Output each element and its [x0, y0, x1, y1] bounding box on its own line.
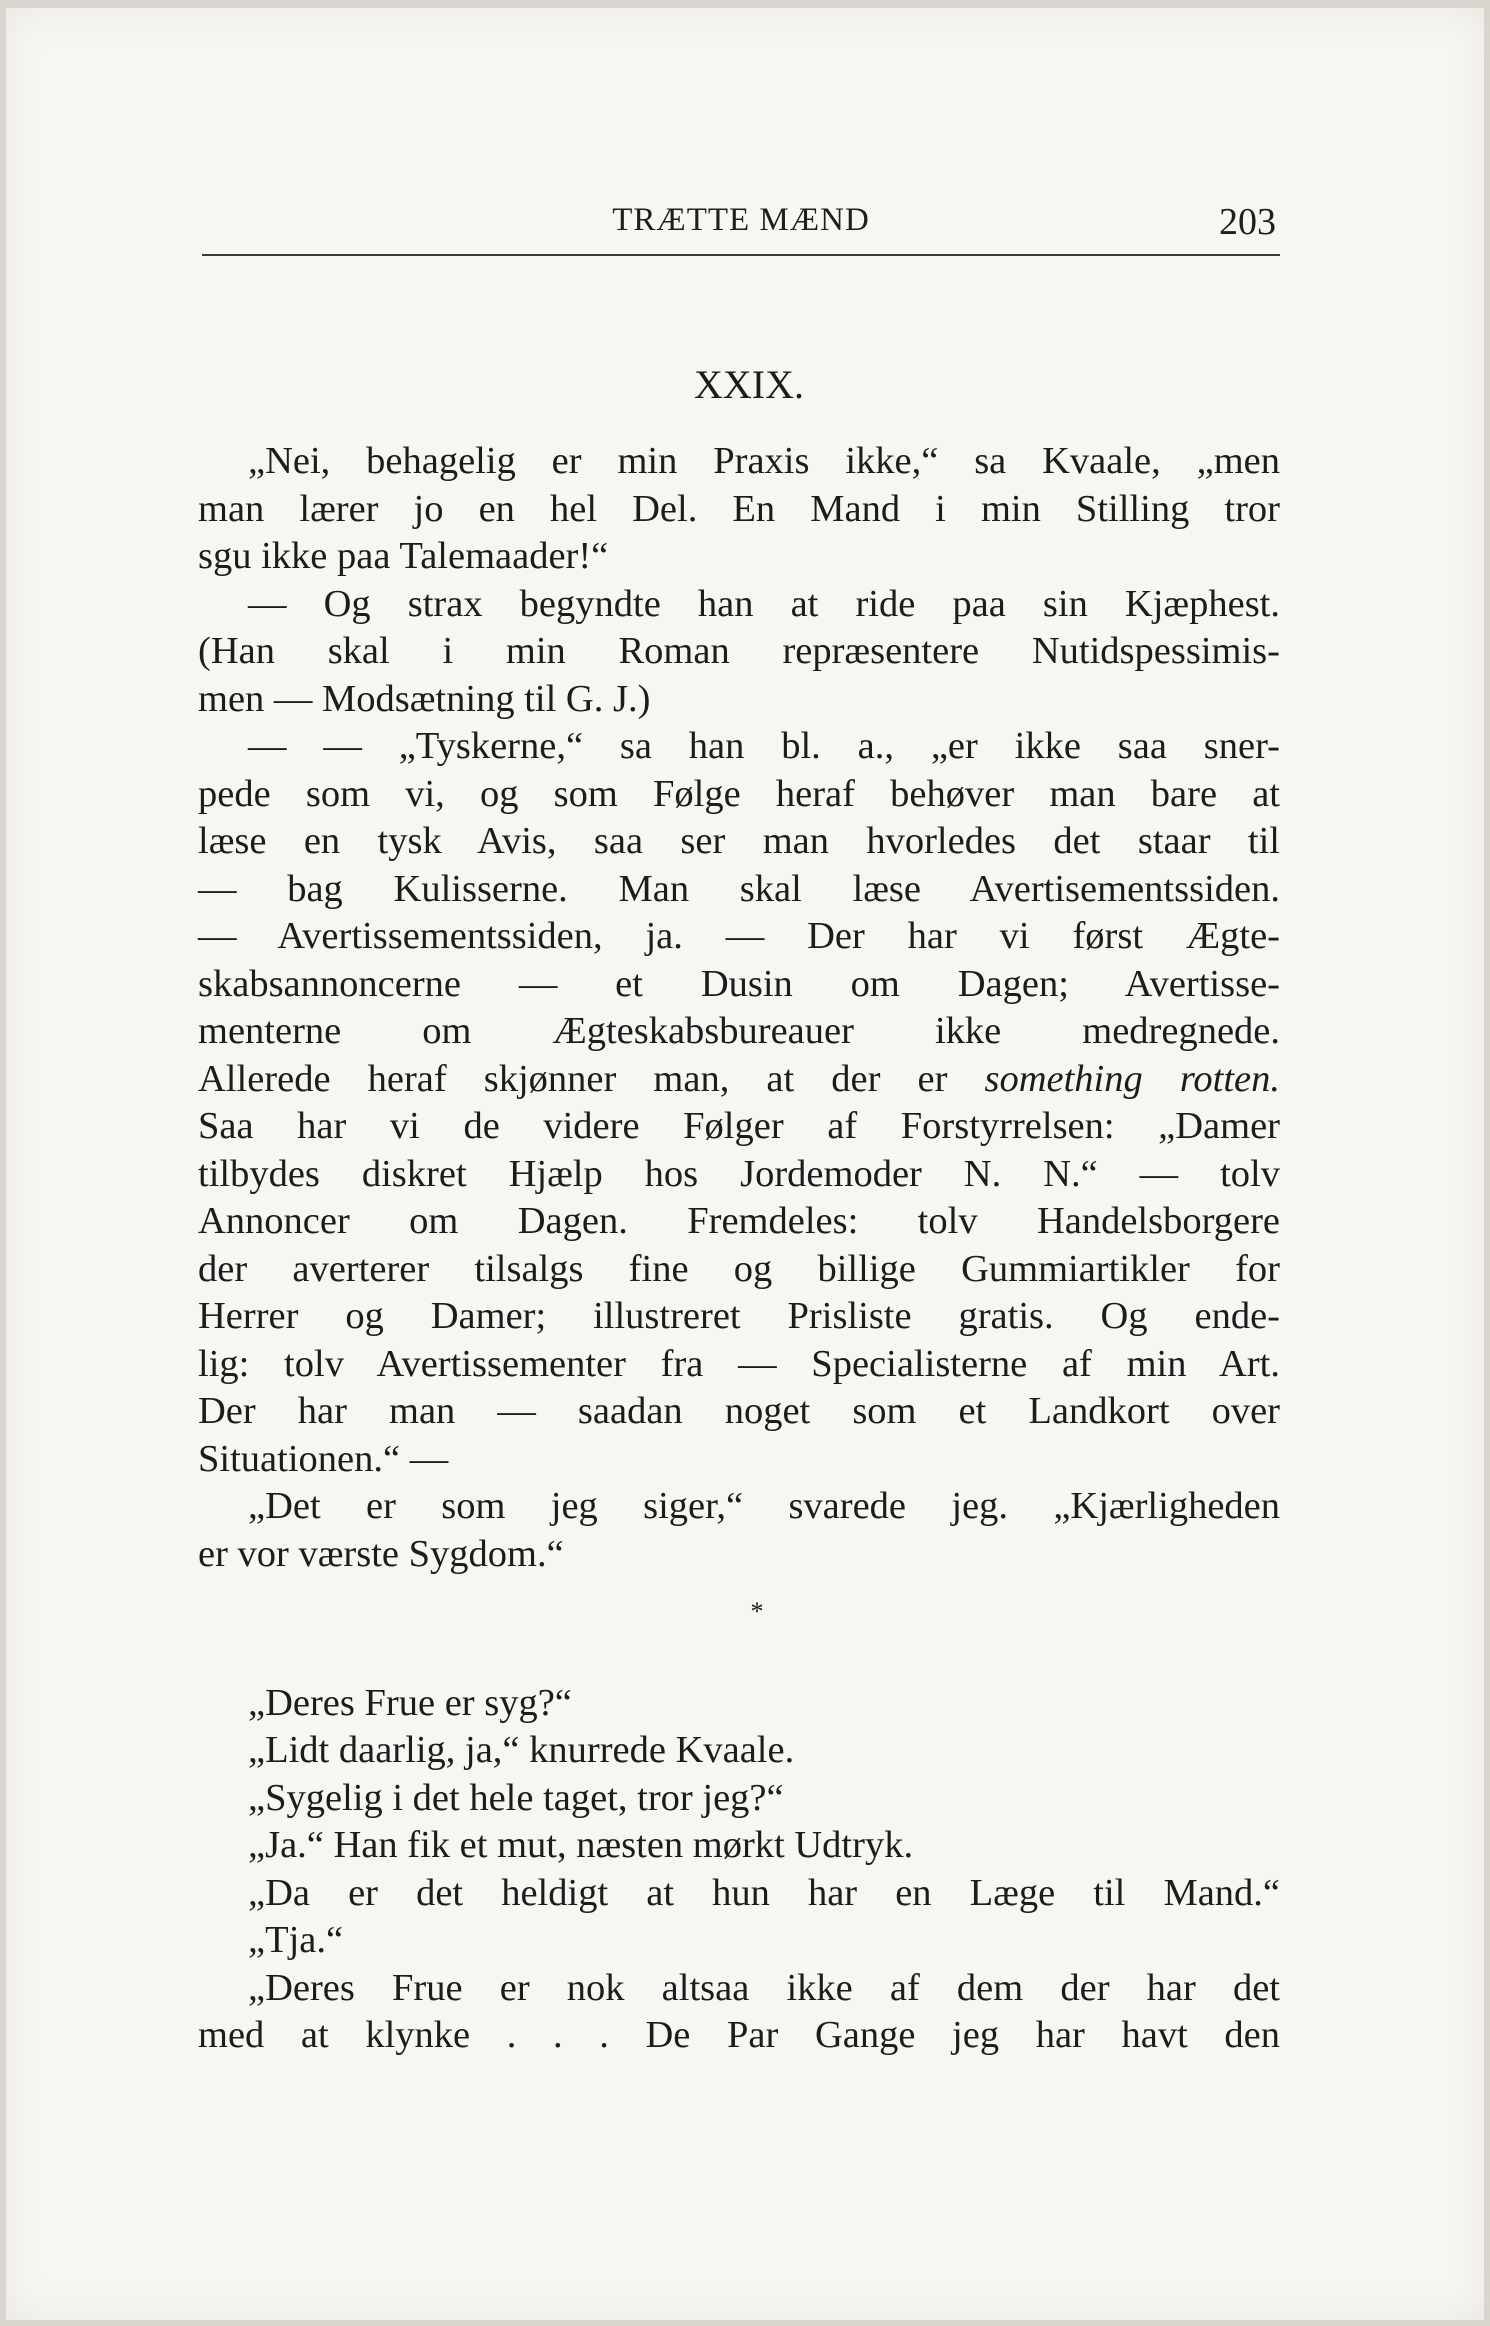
text-line-content: „Deres Frue er syg?“ — [248, 1681, 572, 1724]
text-line-content: læse en tysk Avis, saa ser man hvorledes det staar til — [198, 820, 1280, 862]
text-line-content: er vor værste Sygdom.“ — [198, 1532, 564, 1575]
text-line — [198, 913, 1280, 961]
text-line — [198, 1727, 1280, 1775]
text-line — [198, 1388, 1280, 1436]
text-line — [198, 2012, 1280, 2060]
text-line-content: — Og strax begyndte han at ride paa sin Kjæphest. — [248, 582, 1280, 625]
running-title: TRÆTTE MÆND — [612, 202, 870, 238]
text-line — [198, 723, 1280, 771]
text-line — [198, 1965, 1280, 2013]
text-line — [198, 961, 1280, 1009]
text-line-content: Annoncer om Dagen. Fremdeles: tolv Handelsborgere — [198, 1200, 1280, 1242]
text-line-content: lig: tolv Avertissementer fra — Specialisterne af min Art. — [198, 1342, 1280, 1385]
running-header — [202, 198, 1280, 256]
text-line-content: Situationen.“ — — [198, 1437, 449, 1480]
text-line — [198, 1775, 1280, 1823]
page-number: 203 — [1219, 201, 1276, 243]
text-line-content: med at klynke . . . De Par Gange jeg har havt den — [198, 2014, 1280, 2056]
text-line — [198, 533, 1280, 581]
text-line — [198, 1341, 1280, 1389]
text-line-content: pede som vi, og som Følge heraf behøver man bare at — [198, 772, 1280, 815]
text-line-content: Allerede heraf skjønner man, at der er — [198, 1057, 985, 1100]
text-line-content: menterne om Ægteskabsbureauer ikke medregnede. — [198, 1010, 1280, 1052]
text-line-content: Der har man — saadan noget som et Landkort over — [198, 1390, 1280, 1432]
section-break-asterism: * — [750, 1597, 764, 1626]
text-line — [198, 1198, 1280, 1246]
text-line-content: tilbydes diskret Hjælp hos Jordemoder N. N.“ — tolv — [198, 1152, 1280, 1195]
chapter-heading: XXIX. — [694, 362, 804, 407]
text-line — [198, 818, 1280, 866]
text-line-content: sgu ikke paa Talemaader!“ — [198, 535, 609, 577]
text-line — [198, 1056, 1280, 1104]
text-line-content: — bag Kulisserne. Man skal læse Avertisementssiden. — [198, 867, 1280, 910]
italic-phrase: something rotten. — [984, 1057, 1280, 1100]
text-line — [198, 1917, 1280, 1965]
text-line — [198, 1246, 1280, 1294]
text-line — [198, 771, 1280, 819]
text-line — [198, 1870, 1280, 1918]
text-line — [198, 438, 1280, 486]
text-line — [198, 1436, 1280, 1484]
text-line — [198, 1151, 1280, 1199]
text-line — [198, 1293, 1280, 1341]
text-line — [198, 581, 1280, 629]
text-line-content: man lærer jo en hel Del. En Mand i min Stilling tror — [198, 487, 1280, 530]
text-line — [198, 1531, 1280, 1579]
text-line — [198, 628, 1280, 676]
text-line-content: „Deres Frue er nok altsaa ikke af dem der har det — [248, 1966, 1280, 2009]
book-page — [6, 8, 1484, 2320]
text-line — [198, 1008, 1280, 1056]
text-line — [198, 1822, 1280, 1870]
text-line — [198, 1103, 1280, 1151]
text-line — [198, 866, 1280, 914]
body-text — [198, 360, 1280, 2060]
text-line — [198, 1483, 1280, 1531]
text-line-content: men — Modsætning til G. J.) — [198, 677, 651, 720]
text-line-content: Saa har vi de videre Følger af Forstyrrelsen: „Damer — [198, 1105, 1280, 1147]
text-line — [198, 1680, 1280, 1728]
text-line — [198, 676, 1280, 724]
text-line-content: (Han skal i min Roman repræsentere Nutidspessimis- — [198, 630, 1280, 672]
text-line-content: „Sygelig i det hele taget, tror jeg?“ — [248, 1776, 784, 1819]
text-line-content: skabsannoncerne — et Dusin om Dagen; Avertisse- — [198, 962, 1280, 1005]
text-line-content: „Lidt daarlig, ja,“ knurrede Kvaale. — [248, 1729, 795, 1771]
text-line-content: der averterer tilsalgs fine og billige Gummiartikler for — [198, 1247, 1280, 1290]
text-line-content: „Da er det heldigt at hun har en Læge til Mand.“ — [248, 1871, 1280, 1914]
text-line-content: — — „Tyskerne,“ sa han bl. a., „er ikke saa sner- — [248, 725, 1280, 767]
text-line-content: „Tja.“ — [248, 1919, 344, 1961]
text-line-content: Herrer og Damer; illustreret Prisliste gratis. Og ende- — [198, 1295, 1280, 1337]
text-line-content: — Avertissementssiden, ja. — Der har vi først Ægte- — [198, 915, 1280, 957]
text-line — [198, 486, 1280, 534]
text-line-content: „Nei, behagelig er min Praxis ikke,“ sa Kvaale, „men — [248, 440, 1280, 482]
text-line-content: „Ja.“ Han fik et mut, næsten mørkt Udtryk. — [248, 1824, 914, 1866]
text-line-content: „Det er som jeg siger,“ svarede jeg. „Kjærligheden — [248, 1485, 1280, 1527]
